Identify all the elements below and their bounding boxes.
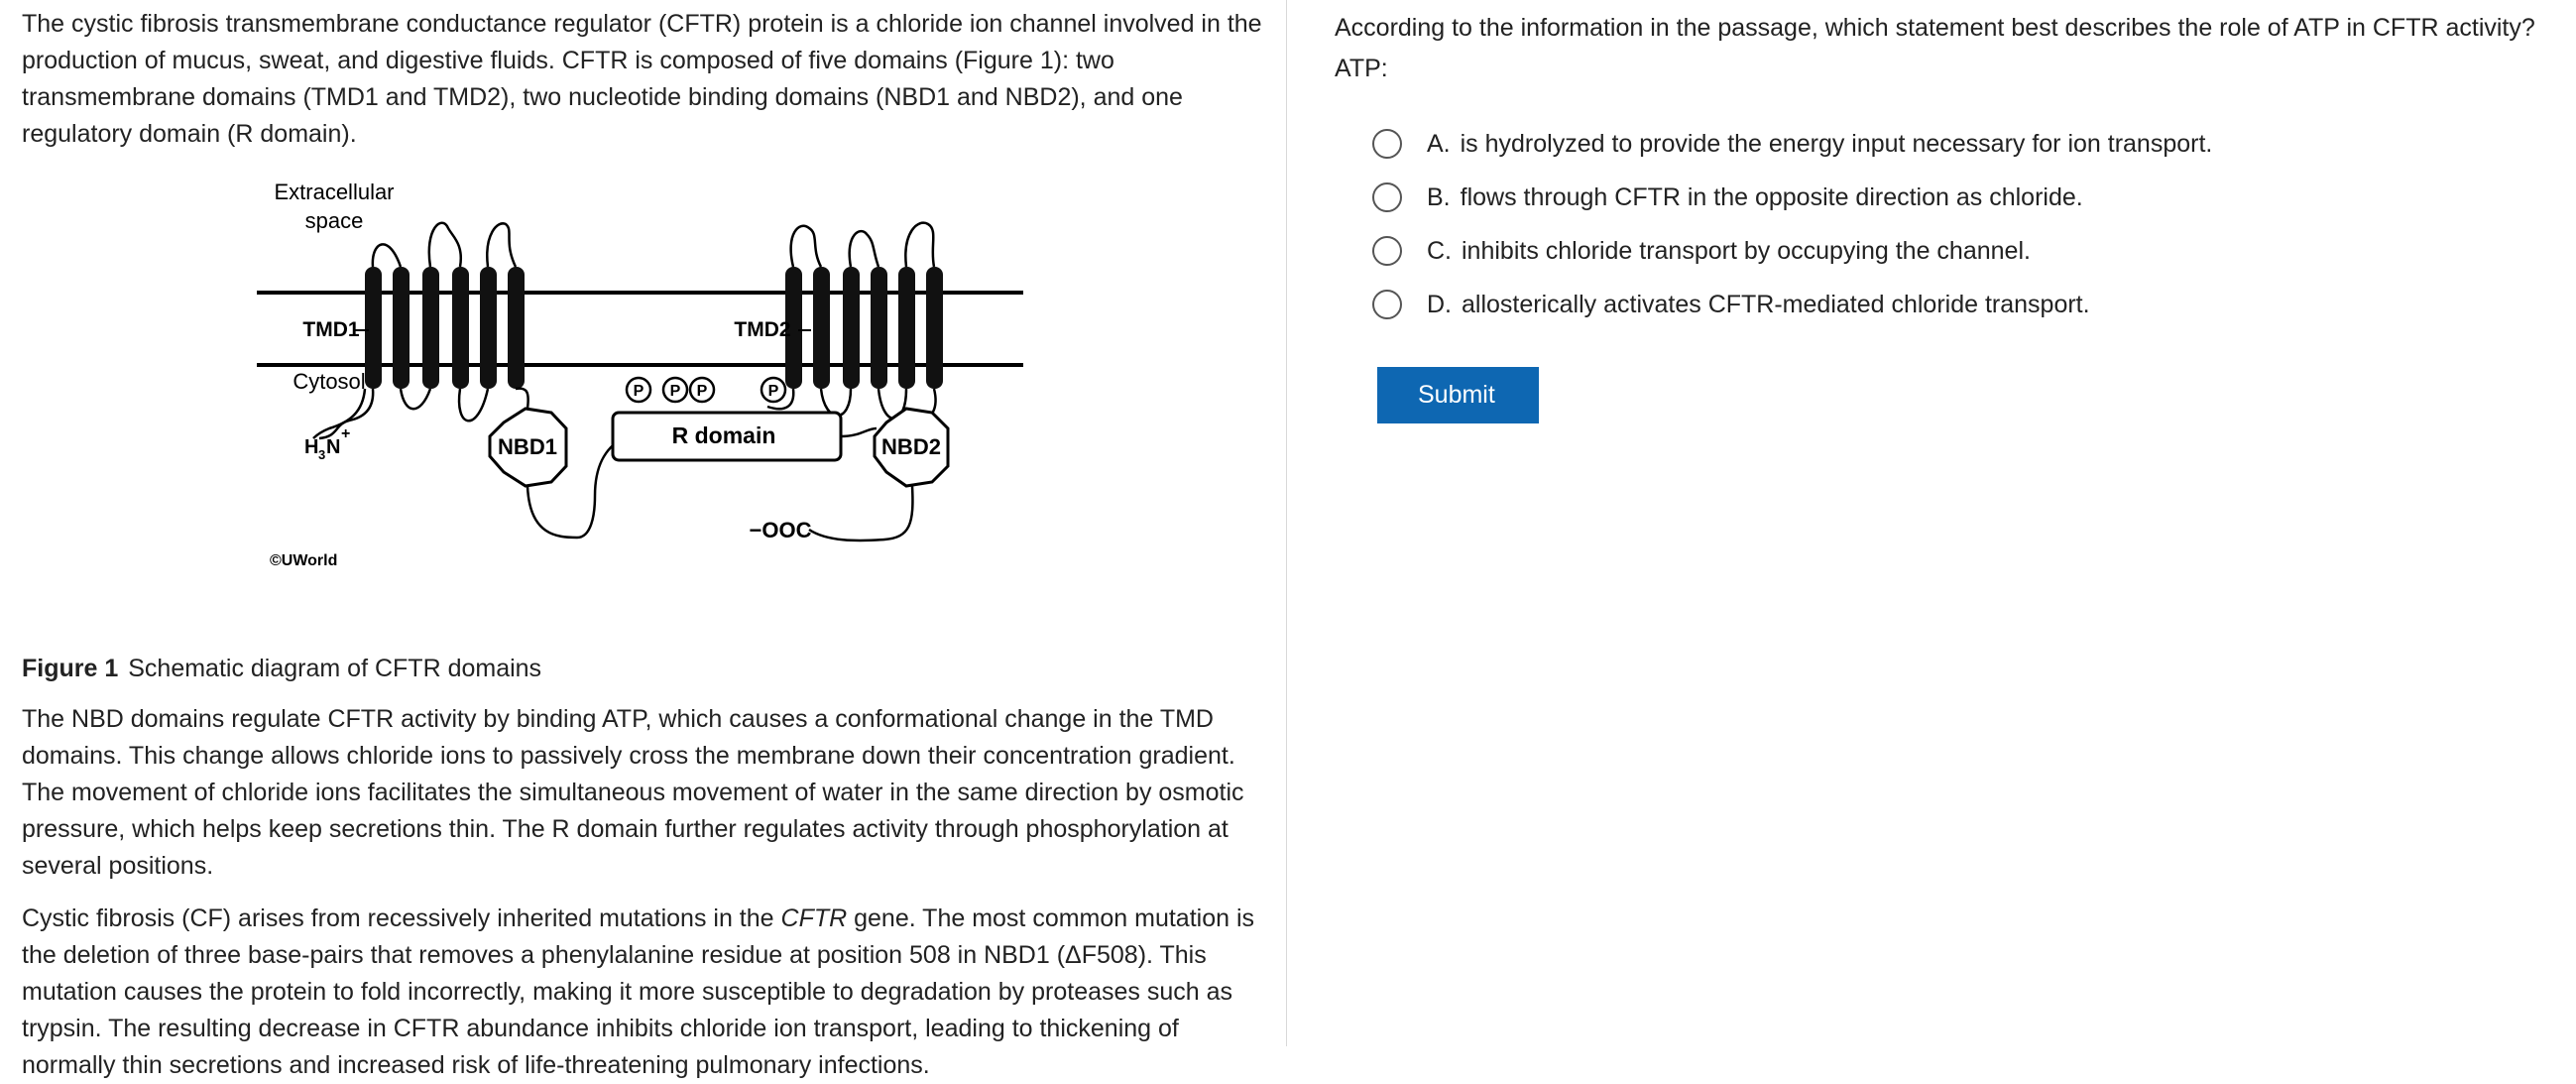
question-pane [1287,0,2576,1046]
svg-text:3: 3 [318,447,326,462]
question-prompt: ATP: [1335,55,1388,82]
radio-button[interactable] [1372,290,1402,319]
n-terminus-label [304,425,350,462]
figure-caption-label: Figure 1 [22,655,119,682]
figure-caption-text: Schematic diagram of CFTR domains [128,655,542,682]
answer-option-d[interactable] [1372,278,2576,331]
option-letter: C. [1427,236,1452,265]
extracellular-label: Extracellular [274,180,395,204]
svg-text:N: N [326,436,341,458]
cftr-diagram [22,169,1073,645]
space-label: space [304,208,364,233]
r-domain-label: R domain [671,422,776,448]
option-letter: B. [1427,182,1451,211]
tmd1-label: TMD1 [302,318,360,341]
nbd1-label: NBD1 [498,434,557,459]
option-text: inhibits chloride transport by occupying the channel. [1462,236,2031,265]
phosphate-label-1: P [633,383,644,400]
question-stem [1335,8,2576,89]
answer-option-a[interactable] [1372,117,2576,171]
submit-button[interactable]: Submit [1377,367,1539,423]
answer-option-c[interactable] [1372,224,2576,278]
passage-intro: The cystic fibrosis transmembrane conductance regulator (CFTR) protein is a chloride ion channel involved in the production of mucus, sweat, and digestive fluids. CFTR is composed of five domains (Figure 1): two transmembrane domains (TMD1 and TMD2), two nucleotide binding domains (NBD1 and NBD2), and one regulatory domain (R domain). [22,10,1262,148]
copyright-label: ©UWorld [270,552,338,569]
phosphate-label-3: P [696,383,708,400]
option-text: allosterically activates CFTR-mediated chloride transport. [1462,290,2090,318]
radio-button[interactable] [1372,236,1402,266]
tmd2-label: TMD2 [734,318,791,341]
tmd2-helices [785,267,943,389]
option-text: flows through CFTR in the opposite direction as chloride. [1460,182,2083,211]
radio-button[interactable] [1372,182,1402,212]
tmd1-helices [365,267,525,389]
cytosol-label: Cytosol [293,369,366,394]
phosphate-label-4: P [767,383,779,400]
figure-caption [22,651,1263,687]
option-text: is hydrolyzed to provide the energy input necessary for ion transport. [1460,129,2213,158]
answer-option-b[interactable] [1372,171,2576,224]
passage-pane [0,0,1285,1079]
nbd2-label: NBD2 [881,434,941,459]
phosphate-label-2: P [669,383,681,400]
phosphate-group [627,378,785,402]
svg-text:+: + [341,425,351,442]
passage-paragraph-2: The NBD domains regulate CFTR activity by binding ATP, which causes a conformational change in the TMD domains. This change allows chloride ions to passively cross the membrane down their concentration gradient. The movement of chloride ions facilitates the simultaneous movement of water in the same direction by osmotic pressure, which helps keep secretions thin. The R domain further regulates activity through phosphorylation at several positions. [22,705,1244,880]
question-text: According to the information in the passage, which statement best describes the role of ATP in CFTR activity? [1335,14,2535,42]
option-letter: A. [1427,129,1451,158]
nbd1-domain [490,389,623,538]
passage-paragraph-3: Cystic fibrosis (CF) arises from recessively inherited mutations in the CFTR gene. The most common mutation is the deletion of three base-pairs that removes a phenylalanine residue at position 508 in NBD1 (ΔF508). This mutation causes the protein to fold incorrectly, making it more susceptible to degradation by proteases such as trypsin. The resulting decrease in CFTR abundance inhibits chloride ion transport, leading to thickening of normally thin secretions and increased risk of life-threatening pulmonary infections. [22,904,1255,1079]
n-terminal-tail [313,389,365,438]
c-terminus-label: −OOC [749,518,812,542]
option-letter: D. [1427,290,1452,318]
cftr-figure [22,169,1073,645]
svg-text:H: H [304,436,319,458]
radio-button[interactable] [1372,129,1402,159]
gene-name: CFTR [780,904,848,932]
